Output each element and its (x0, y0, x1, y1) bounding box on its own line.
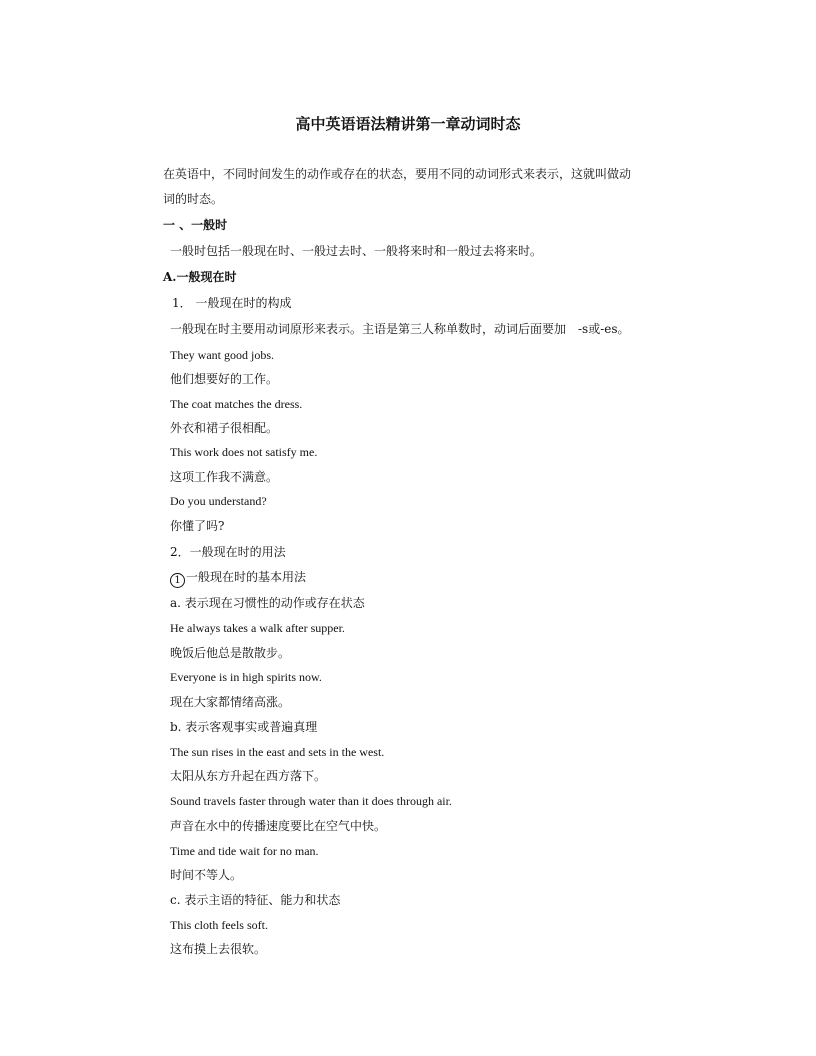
section-1-heading: 一 、一般时 (163, 218, 228, 232)
example-english: They want good jobs. (170, 348, 274, 362)
example-english: Everyone is in high spirits now. (170, 670, 322, 684)
example-english: The sun rises in the east and sets in the west. (170, 745, 385, 759)
example-chinese: 外衣和裙子很相配。 (170, 421, 279, 435)
example-chinese: 现在大家都情绪高涨。 (170, 695, 291, 709)
example-chinese: 你懂了吗? (170, 519, 225, 533)
example-chinese: 这项工作我不满意。 (170, 470, 279, 484)
point-1-title: 1． 一般现在时的构成 (172, 296, 292, 310)
intro-line-1: 在英语中，不同时间发生的动作或存在的状态，要用不同的动词形式来表示，这就叫做动 (163, 167, 632, 181)
point-2-subheading-text: 一般现在时的基本用法 (186, 570, 307, 584)
example-chinese: 声音在水中的传播速度要比在空气中快。 (170, 819, 387, 833)
intro-line-2: 词的时态。 (163, 192, 224, 206)
document-title: 高中英语语法精讲第一章动词时态 (295, 115, 521, 133)
section-a-heading: A.一般现在时 (163, 270, 237, 284)
point-2-title: 2．一般现在时的用法 (170, 545, 286, 559)
usage-a-label: a. 表示现在习惯性的动作或存在状态 (170, 596, 365, 610)
point-1-description: 一般现在时主要用动词原形来表示。主语是第三人称单数时，动词后面要加 -s或-es。 (170, 322, 630, 336)
example-english: Do you understand? (170, 494, 267, 508)
point-2-subheading (170, 569, 306, 588)
section-1-description: 一般时包括一般现在时、一般过去时、一般将来时和一般过去将来时。 (170, 244, 543, 258)
usage-b-label: b. 表示客观事实或普遍真理 (170, 720, 318, 734)
example-english: The coat matches the dress. (170, 397, 303, 411)
example-chinese: 时间不等人。 (170, 868, 243, 882)
example-english: This work does not satisfy me. (170, 445, 318, 459)
example-english: Sound travels faster through water than it does through air. (170, 794, 452, 808)
example-english: This cloth feels soft. (170, 918, 268, 932)
example-english: He always takes a walk after supper. (170, 621, 345, 635)
circled-number-marker: 1 (170, 573, 185, 588)
example-english: Time and tide wait for no man. (170, 844, 319, 858)
usage-c-label: c. 表示主语的特征、能力和状态 (170, 893, 341, 907)
example-chinese: 他们想要好的工作。 (170, 372, 279, 386)
example-chinese: 太阳从东方升起在西方落下。 (170, 769, 327, 783)
example-chinese: 晚饭后他总是散散步。 (170, 646, 291, 660)
example-chinese: 这布摸上去很软。 (170, 942, 267, 956)
